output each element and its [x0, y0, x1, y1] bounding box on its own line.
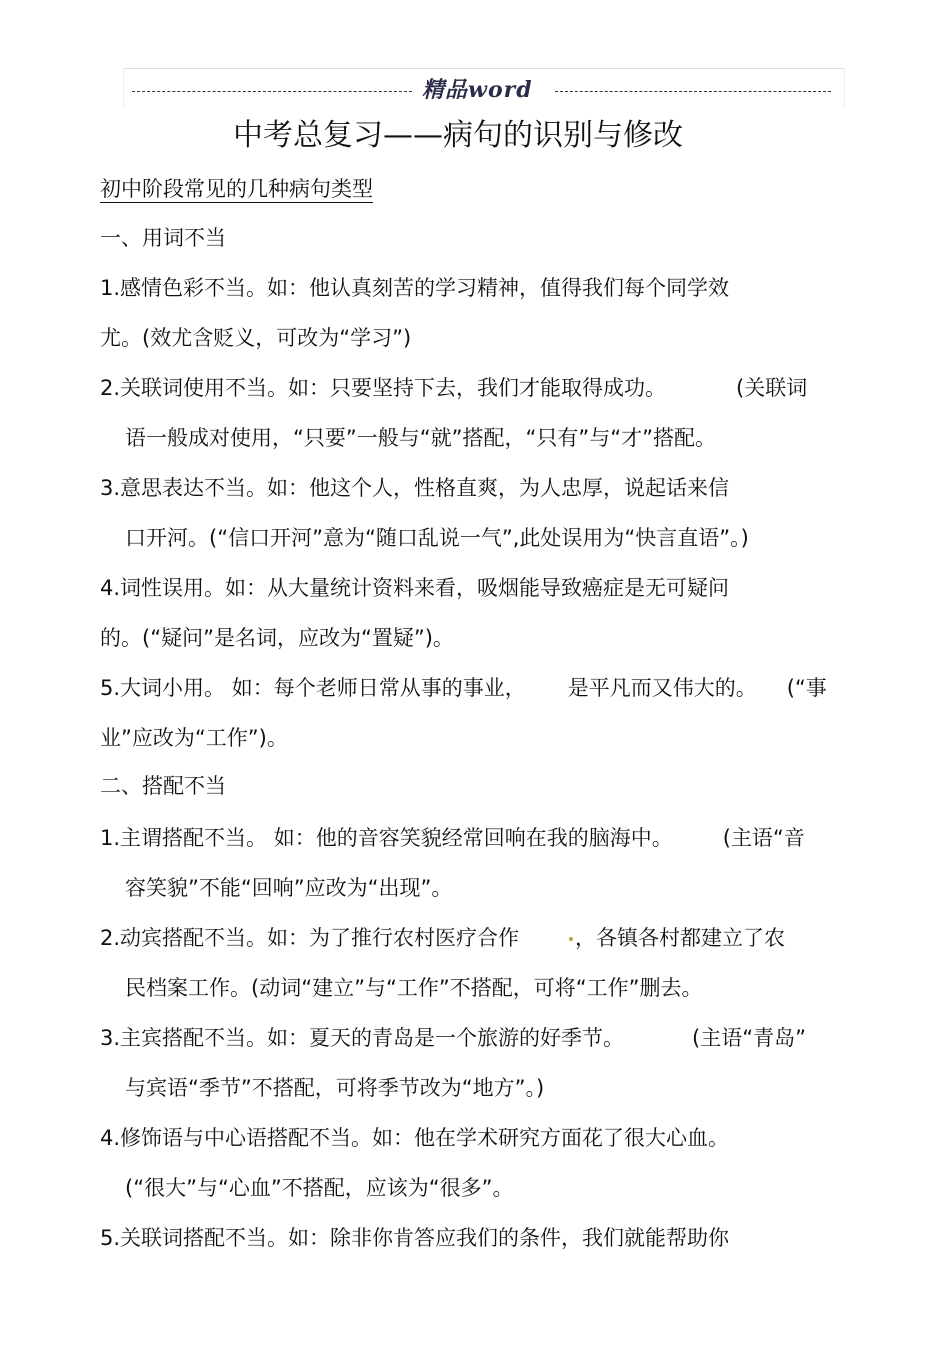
item-2-1-note: (主语“音 — [722, 826, 805, 850]
subtitle: 初中阶段常见的几种病句类型 — [100, 177, 373, 201]
item-2-4-line2: (“很大”与“心血”不搭配，应该为“很多”。 — [125, 1176, 514, 1200]
stray-mark-icon — [569, 937, 573, 941]
item-1-4-line2: 的。(“疑问”是名词，应改为“置疑”)。 — [100, 626, 454, 650]
item-2-1-text: 1.主谓搭配不当。 如：他的音容笑貌经常回响在我的脑海中。 — [100, 826, 673, 850]
item-2-1-line2: 容笑貌”不能“回响”应改为“出现”。 — [125, 876, 453, 900]
item-1-5-text: 5.大词小用。 如：每个老师日常从事的事业， — [100, 676, 526, 700]
item-1-3-line2: 口开河。(“信口开河”意为“随口乱说一气”,此处误用为“快言直语”。) — [125, 526, 749, 550]
item-2-3-line2: 与宾语“季节”不搭配，可将季节改为“地方”。) — [125, 1076, 545, 1100]
item-1-1-line2: 尤。(效尤含贬义，可改为“学习”) — [100, 326, 412, 350]
section-heading-1: 一、用词不当 — [100, 226, 226, 250]
item-2-2-line1 — [100, 922, 785, 952]
item-1-5-line1 — [100, 672, 827, 702]
item-2-2-text: 2.动宾搭配不当。如：为了推行农村医疗合作 — [100, 926, 520, 950]
item-1-2-note: (关联词 — [736, 376, 808, 400]
header-watermark: 精品word — [422, 77, 533, 103]
item-1-2-line2: 语一般成对使用，“只要”一般与“就”搭配，“只有”与“才”搭配。 — [125, 426, 717, 450]
item-1-5-note: (“事 — [786, 676, 827, 700]
item-2-3-text: 3.主宾搭配不当。如：夏天的青岛是一个旅游的好季节。 — [100, 1026, 625, 1050]
item-2-4-line1: 4.修饰语与中心语搭配不当。如：他在学术研究方面花了很大心血。 — [100, 1126, 730, 1150]
item-1-3-line1: 3.意思表达不当。如：他这个人，性格直爽，为人忠厚，说起话来信 — [100, 476, 730, 500]
item-2-3-note: (主语“青岛” — [692, 1026, 806, 1050]
item-2-5-line1: 5.关联词搭配不当。如：除非你肯答应我们的条件，我们就能帮助你 — [100, 1226, 730, 1250]
item-1-4-line1: 4.词性误用。如：从大量统计资料来看，吸烟能导致癌症是无可疑问 — [100, 576, 730, 600]
section-heading-2: 二、搭配不当 — [100, 774, 226, 798]
item-1-1-line1: 1.感情色彩不当。如：他认真刻苦的学习精神，值得我们每个同学效 — [100, 276, 730, 300]
item-2-2-text-b: ，各镇各村都建立了农 — [575, 926, 786, 950]
item-1-2-line1 — [100, 372, 807, 402]
page-title: 中考总复习——病句的识别与修改 — [233, 118, 683, 153]
item-2-1-line1 — [100, 822, 805, 852]
item-2-3-line1 — [100, 1022, 806, 1052]
item-1-5-text-b: 是平凡而又伟大的。 — [567, 676, 757, 700]
item-2-2-line2: 民档案工作。(动词“建立”与“工作”不搭配，可将“工作”删去。 — [125, 976, 703, 1000]
header-dash-right — [555, 91, 831, 92]
item-1-5-line2: 业”应改为“工作”)。 — [100, 726, 288, 750]
header-dash-left — [132, 91, 412, 92]
item-1-2-text: 2.关联词使用不当。如：只要坚持下去，我们才能取得成功。 — [100, 376, 667, 400]
